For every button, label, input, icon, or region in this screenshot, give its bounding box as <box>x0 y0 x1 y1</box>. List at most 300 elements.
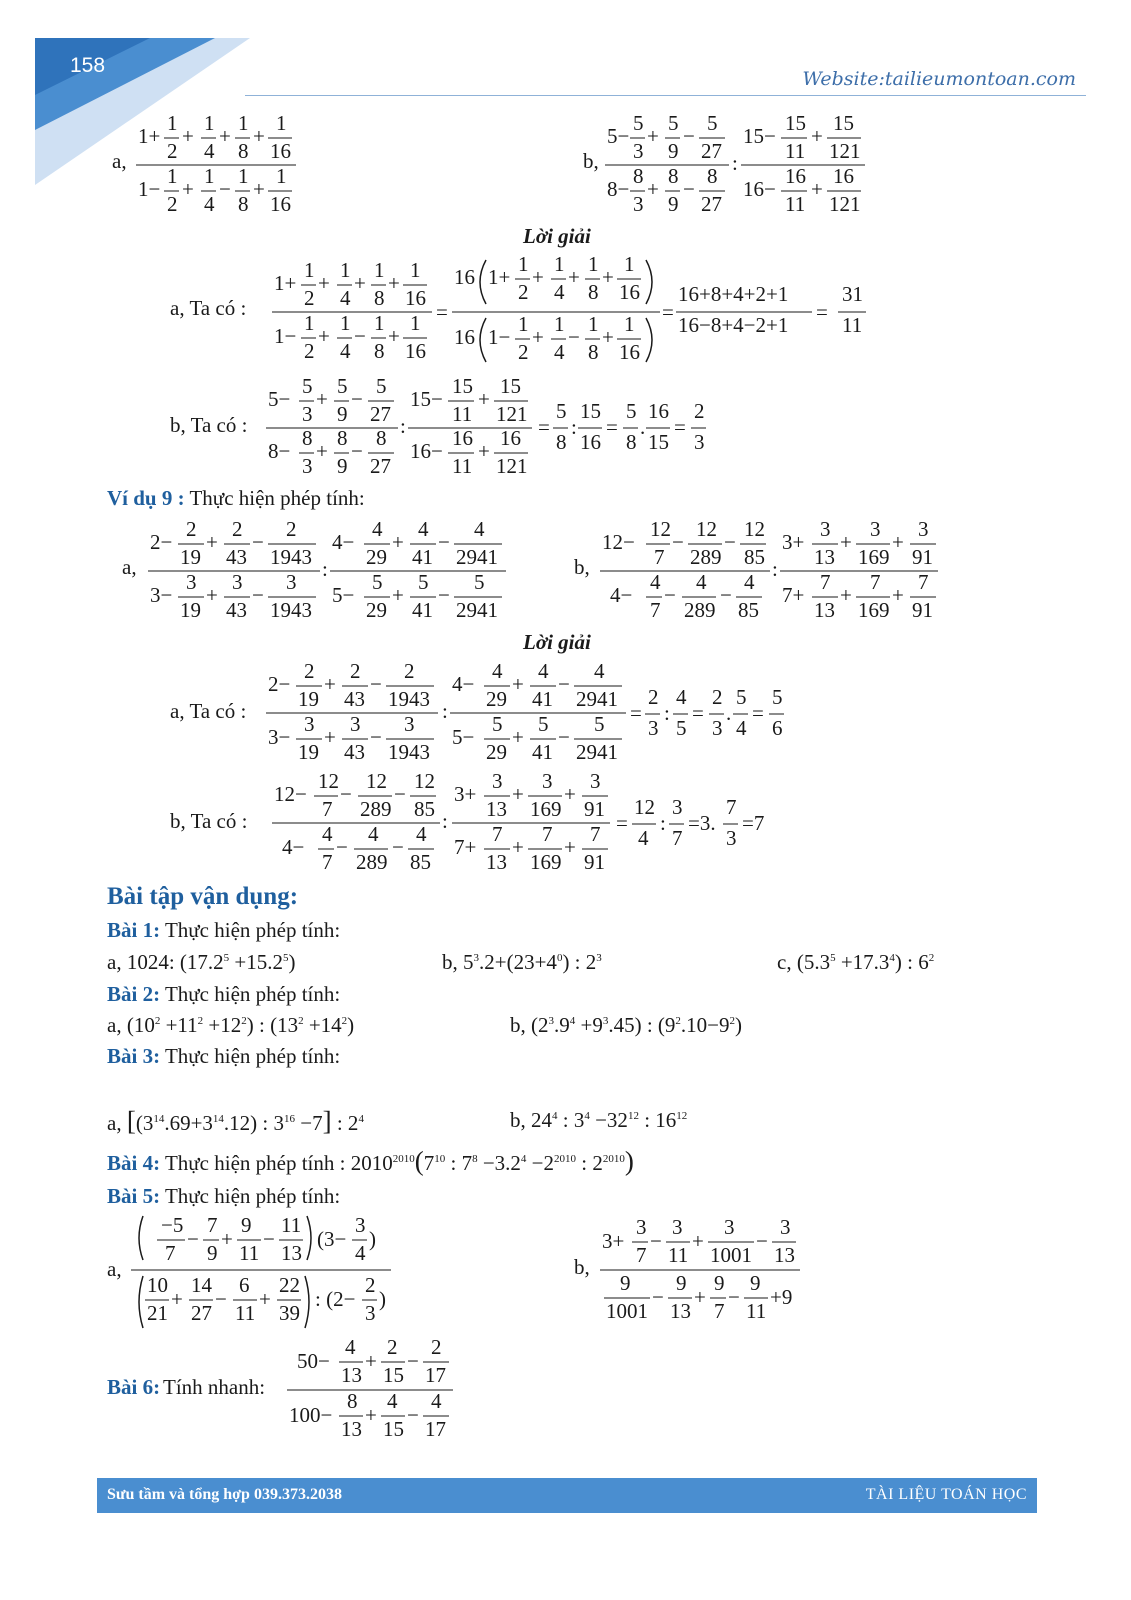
svg-text:−: − <box>438 530 450 554</box>
svg-text:−: − <box>558 725 570 749</box>
svg-text:2: 2 <box>404 659 415 683</box>
svg-text:16−: 16− <box>743 177 776 201</box>
svg-text:3: 3 <box>304 712 315 736</box>
svg-text:+: + <box>694 1285 706 1309</box>
svg-text:1: 1 <box>518 312 529 336</box>
svg-text:16+8+4+2+1: 16+8+4+2+1 <box>678 282 789 306</box>
svg-text:7: 7 <box>207 1213 218 1237</box>
exercise-3b: b, $24^4$ : $3^4 -32^{12}$ : $16^{12}$ <box>510 1108 688 1132</box>
svg-text:−: − <box>392 835 404 859</box>
svg-text:4: 4 <box>650 570 661 594</box>
svg-text:4−: 4− <box>332 530 355 554</box>
svg-text:4: 4 <box>345 1335 356 1359</box>
svg-text:5: 5 <box>538 712 549 736</box>
exercise-6-text: Tính nhanh: <box>163 1375 266 1399</box>
svg-text:−: − <box>252 530 264 554</box>
svg-text:−: − <box>407 1349 419 1373</box>
svg-text:29: 29 <box>366 545 387 569</box>
label-b-taco: b, Ta có : <box>170 809 248 833</box>
svg-text:3: 3 <box>286 570 297 594</box>
svg-text:11: 11 <box>452 402 473 426</box>
svg-text:4: 4 <box>554 340 565 364</box>
svg-text:1: 1 <box>374 258 385 282</box>
svg-text:4: 4 <box>387 1389 398 1413</box>
svg-text:4: 4 <box>638 826 649 850</box>
svg-text:3−: 3− <box>268 725 291 749</box>
svg-text:41: 41 <box>412 598 433 622</box>
svg-text:1: 1 <box>304 311 315 335</box>
svg-text:9: 9 <box>620 1271 631 1295</box>
svg-text:13: 13 <box>341 1417 362 1441</box>
svg-text:−: − <box>438 583 450 607</box>
svg-text:4: 4 <box>744 570 755 594</box>
svg-text:12−: 12− <box>602 530 635 554</box>
svg-text:−: − <box>724 530 736 554</box>
svg-text:8: 8 <box>626 430 637 454</box>
svg-text:2: 2 <box>518 280 529 304</box>
svg-text:85: 85 <box>414 797 435 821</box>
label-b: b, <box>583 149 599 173</box>
svg-text:6: 6 <box>772 716 783 740</box>
svg-text:15: 15 <box>383 1417 404 1441</box>
svg-text:8: 8 <box>588 280 599 304</box>
svg-text:5−: 5− <box>332 583 355 607</box>
svg-text:16: 16 <box>648 399 669 423</box>
svg-text:2: 2 <box>350 659 361 683</box>
svg-text:29: 29 <box>486 740 507 764</box>
svg-text:3: 3 <box>648 716 659 740</box>
svg-text:16: 16 <box>270 139 291 163</box>
svg-text::: : <box>664 701 670 725</box>
exercise-3a: a, [$(3^{14}.69+3^{14}.12)$ : $3^{16} -7$] : $2^4$ <box>107 1106 364 1136</box>
footer-bar <box>97 1478 1037 1513</box>
exercise-1-heading <box>107 918 340 943</box>
svg-text:43: 43 <box>226 598 247 622</box>
problem-9a <box>122 516 512 628</box>
svg-text:1+: 1+ <box>274 271 297 295</box>
svg-text:+: + <box>316 387 328 411</box>
svg-text:1: 1 <box>167 111 178 135</box>
svg-text:169: 169 <box>530 797 562 821</box>
svg-text:16: 16 <box>785 164 806 188</box>
svg-text:2: 2 <box>304 339 315 363</box>
svg-text:+: + <box>811 124 823 148</box>
svg-text:+: + <box>354 271 366 295</box>
svg-text:85: 85 <box>410 850 431 874</box>
svg-text:(3−: (3− <box>317 1227 347 1251</box>
svg-text:+: + <box>892 530 904 554</box>
svg-text:13: 13 <box>670 1299 691 1323</box>
svg-text:+: + <box>478 387 490 411</box>
svg-text:5: 5 <box>707 111 718 135</box>
svg-text::: : <box>732 151 738 175</box>
svg-text:+: + <box>392 530 404 554</box>
svg-text:19: 19 <box>298 687 319 711</box>
svg-text:4: 4 <box>676 685 687 709</box>
svg-text:19: 19 <box>180 545 201 569</box>
solution-9a <box>170 658 810 770</box>
problem-8a <box>112 108 312 218</box>
svg-text:5: 5 <box>556 399 567 423</box>
svg-text:−: − <box>650 1229 662 1253</box>
svg-text:16: 16 <box>454 325 475 349</box>
exercise-5-text: Thực hiện phép tính: <box>160 1184 341 1208</box>
svg-text:16: 16 <box>452 426 473 450</box>
svg-text:1: 1 <box>624 312 635 336</box>
label-a: a, <box>107 1257 122 1281</box>
svg-text:+: + <box>512 782 524 806</box>
svg-text:15−: 15− <box>410 387 443 411</box>
svg-text:7: 7 <box>714 1299 725 1323</box>
svg-text:4: 4 <box>594 659 605 683</box>
label-b-taco: b, Ta có : <box>170 413 248 437</box>
svg-text:5: 5 <box>633 111 644 135</box>
exercise-1-text: Thực hiện phép tính: <box>160 918 341 942</box>
label-b: b, <box>574 555 590 579</box>
exercise-1-label: Bài 1: <box>107 918 161 942</box>
svg-text:13: 13 <box>814 598 835 622</box>
svg-text:7+: 7+ <box>782 583 805 607</box>
svg-text:22: 22 <box>279 1273 300 1297</box>
svg-text:): ) <box>369 1227 376 1251</box>
svg-text:91: 91 <box>912 545 933 569</box>
svg-text:7: 7 <box>650 598 661 622</box>
svg-text:1001: 1001 <box>710 1243 752 1267</box>
svg-text:289: 289 <box>360 797 392 821</box>
svg-text:: (2−: : (2− <box>315 1287 356 1311</box>
svg-text:1: 1 <box>554 312 565 336</box>
svg-text:16: 16 <box>833 164 854 188</box>
svg-text:2941: 2941 <box>576 687 618 711</box>
svg-text:+: + <box>568 265 580 289</box>
svg-text:27: 27 <box>701 192 722 216</box>
svg-text:11: 11 <box>785 192 806 216</box>
svg-text:16: 16 <box>405 339 426 363</box>
label-b: b, <box>574 1255 590 1279</box>
svg-text:=: = <box>538 415 550 439</box>
example-9-heading <box>107 486 365 511</box>
svg-text:+: + <box>647 177 659 201</box>
svg-text:19: 19 <box>298 740 319 764</box>
svg-text:7: 7 <box>542 822 553 846</box>
svg-text:1: 1 <box>554 252 565 276</box>
exercise-5-heading <box>107 1184 340 1209</box>
svg-text:−: − <box>394 782 406 806</box>
svg-text:43: 43 <box>344 687 365 711</box>
svg-text:+: + <box>365 1403 377 1427</box>
svg-text:1: 1 <box>588 252 599 276</box>
exercise-2-heading <box>107 982 340 1007</box>
svg-text:9: 9 <box>241 1213 252 1237</box>
svg-text:4: 4 <box>340 339 351 363</box>
svg-text:9: 9 <box>714 1271 725 1295</box>
svg-text:2: 2 <box>167 192 178 216</box>
svg-text:2: 2 <box>431 1335 442 1359</box>
svg-text:=7: =7 <box>742 811 765 835</box>
svg-text:17: 17 <box>425 1363 446 1387</box>
svg-text:289: 289 <box>684 598 716 622</box>
svg-text:39: 39 <box>279 1301 300 1325</box>
svg-text:3: 3 <box>870 517 881 541</box>
svg-text:12: 12 <box>650 517 671 541</box>
svg-text:4: 4 <box>368 822 379 846</box>
svg-text:=: = <box>436 300 448 324</box>
svg-text:5: 5 <box>474 570 485 594</box>
svg-text:3: 3 <box>186 570 197 594</box>
svg-text:1: 1 <box>624 252 635 276</box>
svg-text:+: + <box>318 271 330 295</box>
svg-text:+: + <box>182 177 194 201</box>
svg-text:3: 3 <box>724 1215 735 1239</box>
website-header: Website:tailieumontoan.com <box>802 68 1076 90</box>
svg-text:2: 2 <box>365 1273 376 1297</box>
svg-text:1: 1 <box>588 312 599 336</box>
svg-text:5: 5 <box>736 685 747 709</box>
exercise-3-label: Bài 3: <box>107 1044 161 1068</box>
svg-text:8: 8 <box>633 164 644 188</box>
svg-text:2: 2 <box>304 659 315 683</box>
svg-text:5: 5 <box>418 570 429 594</box>
svg-text:5: 5 <box>376 374 387 398</box>
exercise-5a <box>107 1210 407 1334</box>
svg-text:−: − <box>370 672 382 696</box>
svg-text:−: − <box>370 725 382 749</box>
svg-text:−: − <box>252 583 264 607</box>
svg-text:2: 2 <box>648 685 659 709</box>
svg-text:4: 4 <box>355 1241 366 1265</box>
svg-text:−: − <box>683 177 695 201</box>
svg-text:5: 5 <box>594 712 605 736</box>
svg-text:7: 7 <box>726 795 737 819</box>
svg-text:289: 289 <box>690 545 722 569</box>
svg-text:5: 5 <box>337 374 348 398</box>
svg-text:15: 15 <box>833 111 854 135</box>
svg-text:1: 1 <box>340 258 351 282</box>
svg-text:5−: 5− <box>268 387 291 411</box>
svg-text:121: 121 <box>829 139 861 163</box>
svg-text:1: 1 <box>304 258 315 282</box>
label-a-taco: a, Ta có : <box>170 296 247 320</box>
example-9-label: Ví dụ 9 : <box>107 486 185 510</box>
svg-text:13: 13 <box>814 545 835 569</box>
svg-text:12: 12 <box>696 517 717 541</box>
svg-text:−: − <box>351 387 363 411</box>
svg-text:+: + <box>602 265 614 289</box>
svg-text:−: − <box>683 124 695 148</box>
svg-text:−: − <box>728 1285 740 1309</box>
svg-text:=: = <box>692 701 704 725</box>
svg-text:13: 13 <box>341 1363 362 1387</box>
svg-text:3: 3 <box>780 1215 791 1239</box>
svg-text:=3.: =3. <box>688 811 716 835</box>
svg-text:3: 3 <box>672 1215 683 1239</box>
exercise-2-text: Thực hiện phép tính: <box>160 982 341 1006</box>
svg-text:9: 9 <box>207 1241 218 1265</box>
svg-text:3: 3 <box>726 826 737 850</box>
svg-text:3: 3 <box>672 795 683 819</box>
svg-text:3: 3 <box>636 1215 647 1239</box>
svg-text:1943: 1943 <box>270 598 312 622</box>
svg-text:15: 15 <box>452 374 473 398</box>
exercise-2-label: Bài 2: <box>107 982 161 1006</box>
svg-text:=: = <box>662 300 674 324</box>
exercise-1a: a, 1024: $(17.2^5 +15.2^5)$ <box>107 950 296 974</box>
svg-text:5−: 5− <box>452 725 475 749</box>
svg-text:27: 27 <box>370 402 391 426</box>
svg-text:3: 3 <box>542 769 553 793</box>
svg-text:1: 1 <box>238 111 249 135</box>
exercise-4-label: Bài 4: <box>107 1151 161 1175</box>
svg-text:12: 12 <box>318 769 339 793</box>
svg-text:9: 9 <box>676 1271 687 1295</box>
svg-text:+: + <box>206 583 218 607</box>
svg-text:4: 4 <box>372 517 383 541</box>
svg-text:+: + <box>840 530 852 554</box>
svg-text:16−: 16− <box>410 439 443 463</box>
svg-text:+: + <box>892 583 904 607</box>
svg-text:+: + <box>318 324 330 348</box>
exercise-6-label: Bài 6: <box>107 1375 161 1399</box>
svg-text:+: + <box>564 835 576 859</box>
svg-text:+: + <box>478 439 490 463</box>
svg-text:=: = <box>616 811 628 835</box>
svg-text:−: − <box>354 324 366 348</box>
svg-text:16: 16 <box>500 426 521 450</box>
svg-text:1: 1 <box>410 258 421 282</box>
svg-text:6: 6 <box>239 1273 250 1297</box>
svg-text:+: + <box>316 439 328 463</box>
svg-text:1: 1 <box>204 164 215 188</box>
svg-text:11: 11 <box>746 1299 767 1323</box>
svg-text:5: 5 <box>626 399 637 423</box>
svg-text:+: + <box>564 782 576 806</box>
svg-text:11: 11 <box>235 1301 256 1325</box>
svg-text:9: 9 <box>337 402 348 426</box>
svg-text:3: 3 <box>492 769 503 793</box>
svg-text:2: 2 <box>694 399 705 423</box>
svg-text:7: 7 <box>918 570 929 594</box>
svg-text:1−: 1− <box>274 324 297 348</box>
svg-text:4: 4 <box>322 822 333 846</box>
svg-text:1−: 1− <box>488 325 511 349</box>
exercise-1c: c, $(5.3^5 +17.3^4)$ : $6^2$ <box>777 950 935 974</box>
svg-text:+: + <box>647 124 659 148</box>
svg-text:1: 1 <box>410 311 421 335</box>
svg-text:7: 7 <box>636 1243 647 1267</box>
svg-text:16: 16 <box>580 430 601 454</box>
svg-text:13: 13 <box>281 1241 302 1265</box>
svg-text:5: 5 <box>676 716 687 740</box>
svg-text:7: 7 <box>870 570 881 594</box>
svg-text:+: + <box>602 325 614 349</box>
svg-text:+: + <box>388 271 400 295</box>
svg-text:4−: 4− <box>610 583 633 607</box>
svg-text:8−: 8− <box>268 439 291 463</box>
svg-text:4: 4 <box>554 280 565 304</box>
svg-text:9: 9 <box>668 192 679 216</box>
svg-text:169: 169 <box>858 545 890 569</box>
svg-text:1: 1 <box>340 311 351 335</box>
svg-text:8: 8 <box>238 139 249 163</box>
svg-text:+: + <box>182 124 194 148</box>
svg-text:−: − <box>336 835 348 859</box>
svg-text:1+: 1+ <box>488 265 511 289</box>
svg-text:5: 5 <box>302 374 313 398</box>
svg-text:85: 85 <box>738 598 759 622</box>
svg-text:15: 15 <box>785 111 806 135</box>
exercise-3-text: Thực hiện phép tính: <box>160 1044 341 1068</box>
svg-text:1001: 1001 <box>606 1299 648 1323</box>
svg-text:21: 21 <box>147 1301 168 1325</box>
svg-text::: : <box>660 811 666 835</box>
svg-text:+: + <box>532 325 544 349</box>
svg-text:4: 4 <box>431 1389 442 1413</box>
svg-text:121: 121 <box>829 192 861 216</box>
svg-text:15−: 15− <box>743 124 776 148</box>
svg-text:13: 13 <box>774 1243 795 1267</box>
svg-text:13: 13 <box>486 797 507 821</box>
svg-text:43: 43 <box>344 740 365 764</box>
svg-text:=: = <box>752 701 764 725</box>
svg-text:3: 3 <box>355 1213 366 1237</box>
svg-text:3: 3 <box>633 139 644 163</box>
svg-text:+: + <box>692 1229 704 1253</box>
svg-text:−: − <box>351 439 363 463</box>
svg-text:15: 15 <box>500 374 521 398</box>
solution-heading: Lời giải <box>523 224 591 248</box>
svg-text:11: 11 <box>281 1213 302 1237</box>
exercise-5-label: Bài 5: <box>107 1184 161 1208</box>
solution-8a <box>170 252 890 367</box>
svg-text:8: 8 <box>376 426 387 450</box>
svg-text:−: − <box>407 1403 419 1427</box>
svg-text:): ) <box>379 1287 386 1311</box>
svg-text:9: 9 <box>750 1271 761 1295</box>
svg-text:5: 5 <box>372 570 383 594</box>
svg-text:4: 4 <box>696 570 707 594</box>
svg-text:12: 12 <box>414 769 435 793</box>
svg-text:1: 1 <box>276 111 287 135</box>
svg-text:8: 8 <box>668 164 679 188</box>
svg-text:+: + <box>219 124 231 148</box>
svg-text:2: 2 <box>232 517 243 541</box>
svg-text:14: 14 <box>191 1273 212 1297</box>
svg-text:16: 16 <box>454 265 475 289</box>
svg-text:17: 17 <box>425 1417 446 1441</box>
example-9-text: Thực hiện phép tính: <box>184 486 365 510</box>
svg-text:3−: 3− <box>150 583 173 607</box>
svg-text:+: + <box>512 725 524 749</box>
svg-text:+: + <box>206 530 218 554</box>
svg-text:16: 16 <box>270 192 291 216</box>
exercise-3-heading <box>107 1044 340 1069</box>
svg-text:2: 2 <box>304 286 315 310</box>
svg-text:−: − <box>215 1287 227 1311</box>
svg-text:+: + <box>811 177 823 201</box>
svg-text:4: 4 <box>736 716 747 740</box>
svg-text:11: 11 <box>668 1243 689 1267</box>
svg-text:5: 5 <box>772 685 783 709</box>
svg-text:−: − <box>652 1285 664 1309</box>
solution-heading-2: Lời giải <box>523 630 591 654</box>
svg-text:11: 11 <box>785 139 806 163</box>
svg-text:27: 27 <box>701 139 722 163</box>
header-divider <box>245 95 1086 96</box>
svg-text:=: = <box>674 415 686 439</box>
svg-text:+: + <box>324 672 336 696</box>
exercise-2b: b, $(2^3.9^4 +9^3.45)$ : $(9^2.10-9^2)$ <box>510 1013 743 1037</box>
svg-text:7: 7 <box>820 570 831 594</box>
